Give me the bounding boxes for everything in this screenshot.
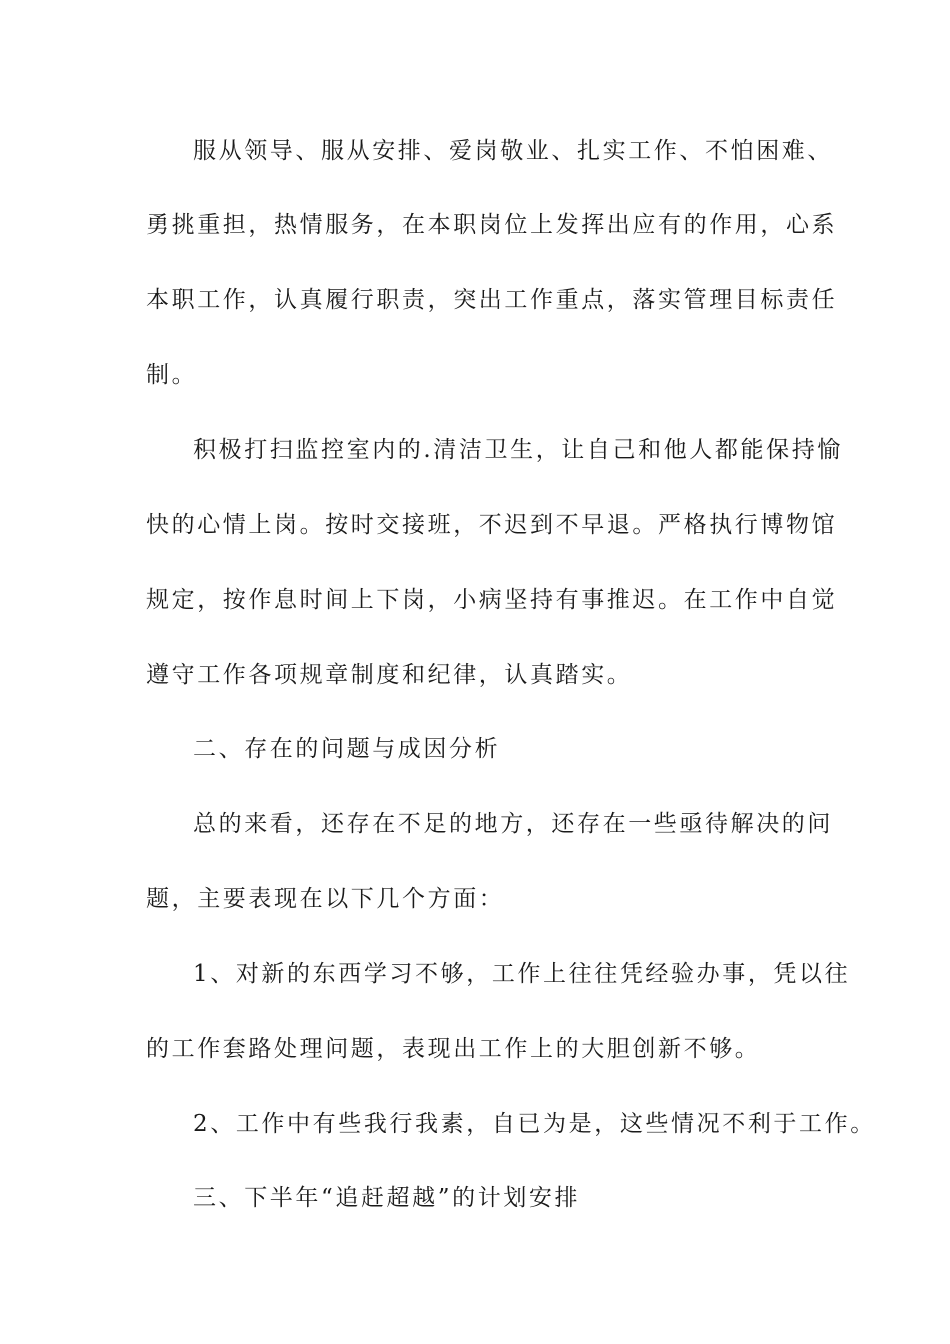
list-item-line: 2、工作中有些我行我素，自已为是，这些情况不利于工作。 — [193, 1111, 876, 1137]
list-item-line: 的工作套路处理问题，表现出工作上的大胆创新不够。 — [146, 1036, 761, 1062]
paragraph-line: 规定，按作息时间上下岗，小病坚持有事推迟。在工作中自觉 — [146, 587, 838, 613]
paragraph-line: 快的心情上岗。按时交接班，不迟到不早退。严格执行博物馆 — [146, 512, 838, 538]
section-heading: 二、存在的问题与成因分析 — [193, 736, 501, 762]
paragraph-line: 积极打扫监控室内的.清洁卫生，让自己和他人都能保持愉 — [193, 437, 843, 463]
paragraph-line: 遵守工作各项规章制度和纪律，认真踏实。 — [146, 662, 633, 688]
paragraph-line: 总的来看，还存在不足的地方，还存在一些亟待解决的问 — [193, 811, 833, 837]
paragraph-line: 本职工作，认真履行职责，突出工作重点，落实管理目标责任 — [146, 287, 838, 313]
section-heading: 三、下半年“追赶超越”的计划安排 — [193, 1185, 581, 1211]
paragraph-line: 服从领导、服从安排、爱岗敬业、扎实工作、不怕困难、 — [193, 138, 833, 164]
paragraph-line: 题，主要表现在以下几个方面： — [146, 886, 505, 912]
paragraph-line: 勇挑重担，热情服务，在本职岗位上发挥出应有的作用，心系 — [146, 212, 838, 238]
list-item-line: 1、对新的东西学习不够，工作上往往凭经验办事，凭以往 — [193, 961, 851, 987]
paragraph-line: 制。 — [146, 362, 198, 388]
